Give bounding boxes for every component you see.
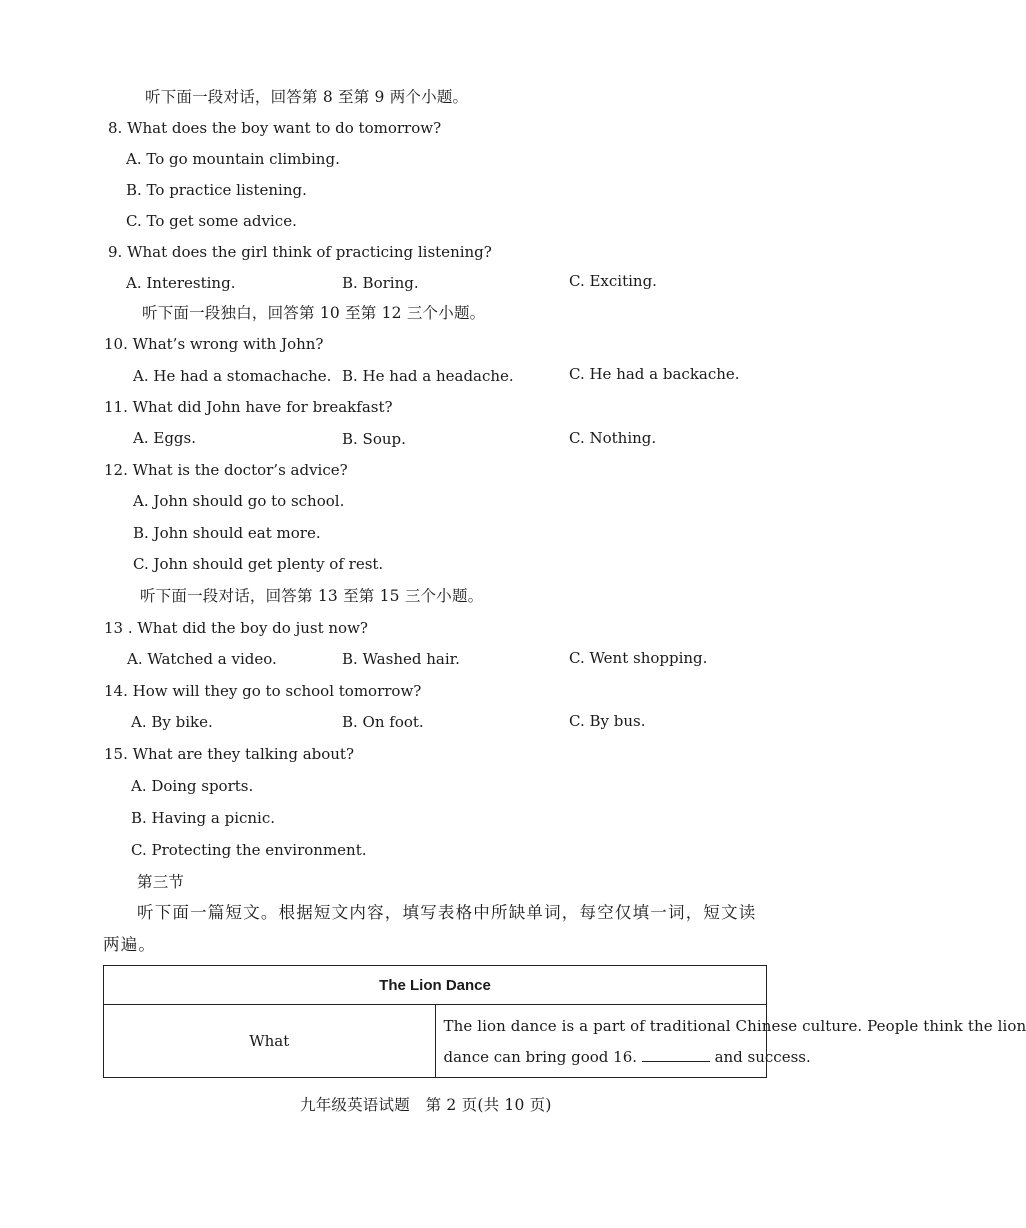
table-row-text-line-2 (443, 1042, 811, 1073)
question-12-option-a: A. John should go to school. (133, 492, 345, 510)
question-15-option-c: C. Protecting the environment. (131, 841, 367, 859)
question-12-option-c: C. John should get plenty of rest. (133, 555, 384, 573)
table-row-content (435, 1005, 1026, 1078)
lion-dance-table (103, 965, 1026, 1078)
question-13-option-a: A. Watched a video. (127, 650, 277, 668)
question-14-option-b: B. On foot. (342, 713, 424, 731)
section-intro-8-9: 听下面一段对话，回答第 8 至第 9 两个小题。 (145, 88, 469, 106)
section-intro-10-12: 听下面一段独白，回答第 10 至第 12 三个小题。 (142, 304, 486, 322)
section-3-heading: 第三节 (137, 873, 185, 891)
table-text-after-blank: and success. (714, 1048, 811, 1066)
question-8-option-a: A. To go mountain climbing. (126, 150, 340, 168)
question-9-option-a: A. Interesting. (126, 274, 236, 292)
question-8-option-b: B. To practice listening. (126, 181, 307, 199)
answer-blank-16[interactable] (642, 1047, 710, 1062)
question-9-option-c: C. Exciting. (569, 272, 657, 290)
question-14-option-a: A. By bike. (131, 713, 213, 731)
question-12-option-b: B. John should eat more. (133, 524, 321, 542)
question-12: 12. What is the doctor’s advice? (104, 461, 348, 479)
page-footer: 九年级英语试题 第 2 页(共 10 页) (300, 1096, 552, 1114)
question-11-option-a: A. Eggs. (133, 429, 196, 447)
question-10-option-a: A. He had a stomachache. (133, 367, 332, 385)
question-15: 15. What are they talking about? (104, 745, 354, 763)
section-3-instructions-line-2: 两遍。 (103, 935, 157, 954)
table-title: The Lion Dance (104, 966, 767, 1005)
question-14: 14. How will they go to school tomorrow? (104, 682, 422, 700)
table-row-label-what: What (104, 1005, 436, 1078)
question-11-option-c: C. Nothing. (569, 429, 657, 447)
question-8-option-c: C. To get some advice. (126, 212, 297, 230)
question-15-option-a: A. Doing sports. (131, 777, 254, 795)
table-text-before-blank: dance can bring good 16. (443, 1048, 638, 1066)
table-row-text-line-1: The lion dance is a part of traditional Chinese culture. People think the lion (443, 1017, 1026, 1035)
question-13-option-b: B. Washed hair. (342, 650, 460, 668)
question-10-option-c: C. He had a backache. (569, 365, 740, 383)
section-3-instructions-line-1: 听下面一篇短文。根据短文内容，填写表格中所缺单词，每空仅填一词，短文读 (137, 903, 757, 922)
question-10: 10. What’s wrong with John? (104, 335, 324, 353)
question-9-option-b: B. Boring. (342, 274, 419, 292)
question-11: 11. What did John have for breakfast? (104, 398, 393, 416)
question-15-option-b: B. Having a picnic. (131, 809, 276, 827)
question-13-option-c: C. Went shopping. (569, 649, 708, 667)
question-14-option-c: C. By bus. (569, 712, 646, 730)
question-11-option-b: B. Soup. (342, 430, 406, 448)
question-13: 13 . What did the boy do just now? (104, 619, 368, 637)
question-8: 8. What does the boy want to do tomorrow? (108, 119, 442, 137)
section-intro-13-15: 听下面一段对话，回答第 13 至第 15 三个小题。 (140, 587, 484, 605)
question-10-option-b: B. He had a headache. (342, 367, 514, 385)
question-9: 9. What does the girl think of practicing listening? (108, 243, 492, 261)
